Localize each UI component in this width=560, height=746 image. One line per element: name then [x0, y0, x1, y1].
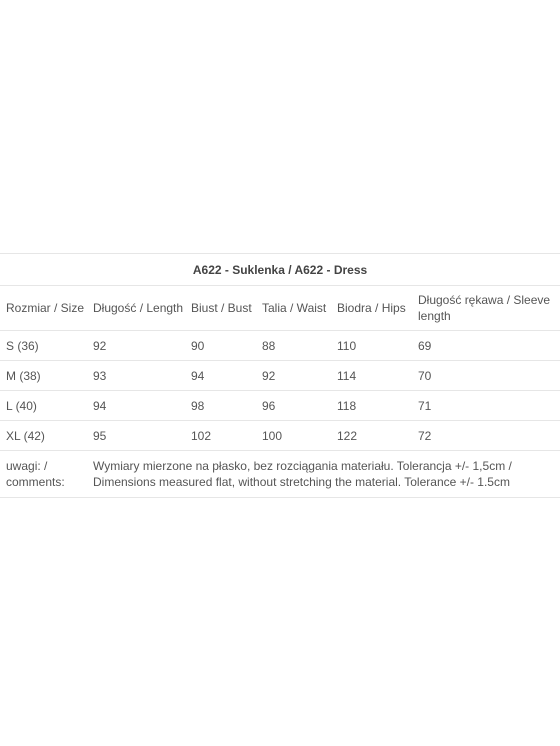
header-size: Rozmiar / Size: [0, 286, 87, 331]
size-chart-table: [0, 253, 560, 498]
waist-cell: 96: [256, 391, 331, 421]
length-cell: 93: [87, 361, 185, 391]
comments-label: uwagi: / comments:: [0, 451, 87, 498]
table-row: [0, 421, 560, 451]
bust-cell: 90: [185, 331, 256, 361]
table-row: [0, 331, 560, 361]
header-bust: Biust / Bust: [185, 286, 256, 331]
table-row: [0, 361, 560, 391]
comments-text: Wymiary mierzone na płasko, bez rozciągania materiału. Tolerancja +/- 1,5cm / Dimensions measured flat, without stretching the material. Tolerance +/- 1.5cm: [87, 451, 560, 498]
header-sleeve-length: Długość rękawa / Sleeve length: [412, 286, 560, 331]
bust-cell: 98: [185, 391, 256, 421]
length-cell: 94: [87, 391, 185, 421]
hips-cell: 114: [331, 361, 412, 391]
header-row: [0, 286, 560, 331]
header-hips: Biodra / Hips: [331, 286, 412, 331]
size-cell: XL (42): [0, 421, 87, 451]
waist-cell: 92: [256, 361, 331, 391]
title-row: [0, 254, 560, 286]
sleeve-cell: 70: [412, 361, 560, 391]
hips-cell: 122: [331, 421, 412, 451]
size-cell: M (38): [0, 361, 87, 391]
header-length: Długość / Length: [87, 286, 185, 331]
bust-cell: 94: [185, 361, 256, 391]
hips-cell: 110: [331, 331, 412, 361]
waist-cell: 88: [256, 331, 331, 361]
length-cell: 95: [87, 421, 185, 451]
header-waist: Talia / Waist: [256, 286, 331, 331]
size-cell: S (36): [0, 331, 87, 361]
sleeve-cell: 72: [412, 421, 560, 451]
sleeve-cell: 71: [412, 391, 560, 421]
size-cell: L (40): [0, 391, 87, 421]
waist-cell: 100: [256, 421, 331, 451]
table-title: A622 - Suklenka / A622 - Dress: [0, 254, 560, 286]
table-row: [0, 391, 560, 421]
length-cell: 92: [87, 331, 185, 361]
comments-row: [0, 451, 560, 498]
sleeve-cell: 69: [412, 331, 560, 361]
hips-cell: 118: [331, 391, 412, 421]
bust-cell: 102: [185, 421, 256, 451]
